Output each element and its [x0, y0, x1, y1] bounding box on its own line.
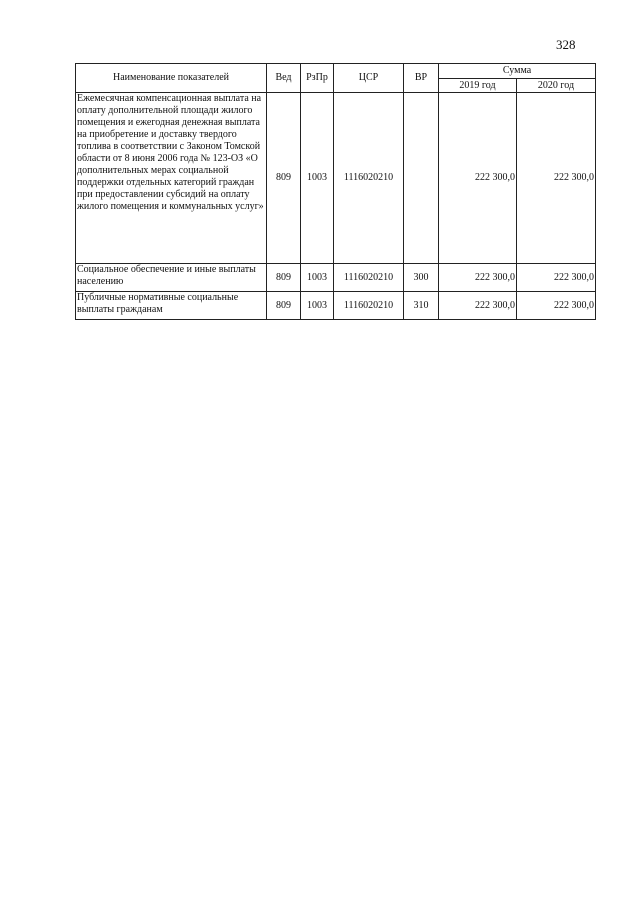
row-csr: 1116020210: [334, 93, 404, 264]
row-csr: 1116020210: [334, 292, 404, 320]
row-sum-2020: 222 300,0: [517, 93, 596, 264]
table-row: [76, 93, 596, 264]
row-vr: [404, 93, 439, 264]
table-header: [76, 64, 596, 93]
row-name: Социальное обеспечение и иные выплаты населению: [76, 264, 267, 292]
row-sum-2020: 222 300,0: [517, 292, 596, 320]
row-vr: 310: [404, 292, 439, 320]
row-sum-2019: 222 300,0: [439, 264, 517, 292]
row-rzpr: 1003: [301, 93, 334, 264]
header-ved: Вед: [267, 64, 301, 93]
row-ved: 809: [267, 292, 301, 320]
budget-table: [75, 63, 596, 320]
header-vr: ВР: [404, 64, 439, 93]
header-sum: Сумма: [439, 64, 596, 79]
row-sum-2020: 222 300,0: [517, 264, 596, 292]
page-number: 328: [556, 37, 576, 52]
table-row: [76, 292, 596, 320]
row-csr: 1116020210: [334, 264, 404, 292]
row-rzpr: 1003: [301, 264, 334, 292]
row-vr: 300: [404, 264, 439, 292]
header-csr: ЦСР: [334, 64, 404, 93]
header-rzpr: РзПр: [301, 64, 334, 93]
header-year-2019: 2019 год: [439, 79, 517, 93]
row-ved: 809: [267, 264, 301, 292]
header-row: [76, 64, 596, 79]
row-rzpr: 1003: [301, 292, 334, 320]
row-sum-2019: 222 300,0: [439, 292, 517, 320]
table-row: [76, 264, 596, 292]
row-sum-2019: 222 300,0: [439, 93, 517, 264]
row-ved: 809: [267, 93, 301, 264]
row-name: Ежемесячная компенсационная выплата на оплату дополнительной площади жилого помещения и ежегодная денежная выплата на приобретение и доставку твердого топлива в соответствии с Законом Томской области от 8 июня 2006 года № 123-ОЗ «О дополнительных мерах социальной поддержки отдельных категорий граждан при предоставлении субсидий на оплату жилого помещения и коммунальных услуг»: [76, 93, 267, 264]
table-body: [76, 93, 596, 320]
header-name: Наименование показателей: [76, 64, 267, 93]
header-year-2020: 2020 год: [517, 79, 596, 93]
row-name: Публичные нормативные социальные выплаты гражданам: [76, 292, 267, 320]
